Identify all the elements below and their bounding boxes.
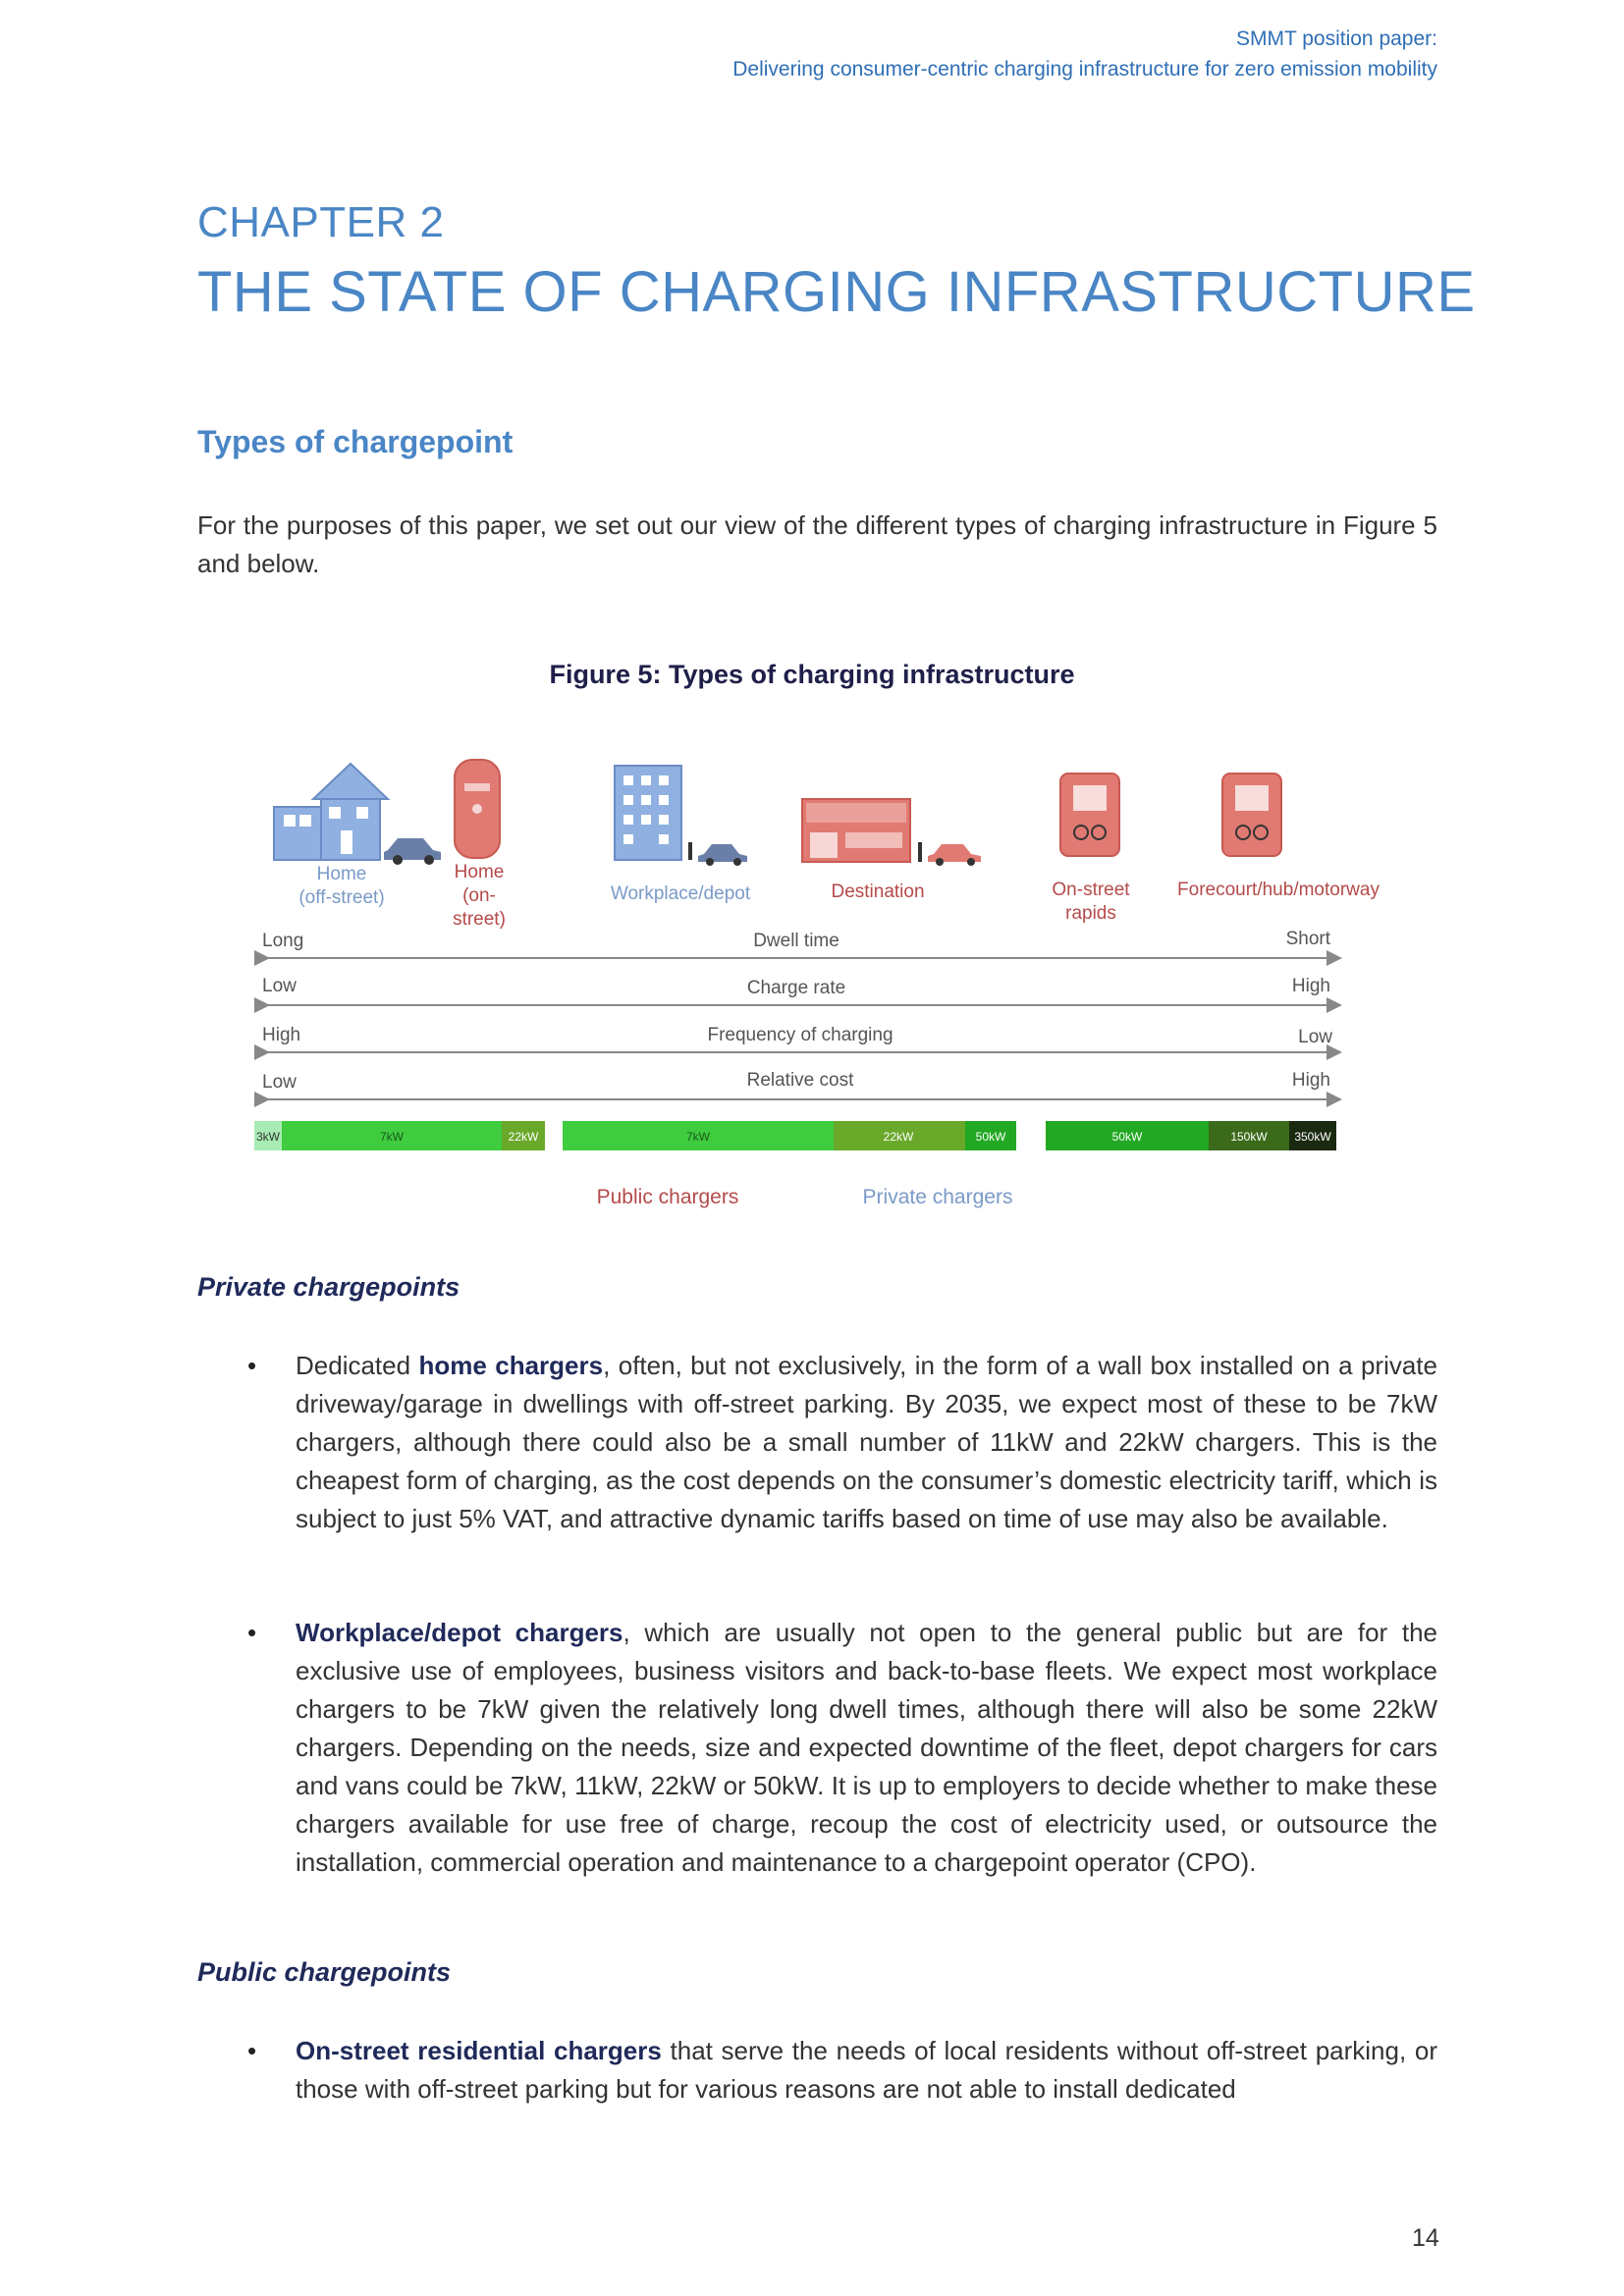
car-icon-destination: [928, 844, 981, 866]
scale-cost-center: Relative cost: [746, 1070, 854, 1091]
power-bar-rapid: [1046, 1121, 1336, 1150]
bullet-bold-term: On-street residential chargers: [296, 2036, 662, 2065]
public-chargepoints-heading: Public chargepoints: [197, 1957, 452, 1987]
legend-private: Private chargers: [862, 1186, 1013, 1208]
power-22kw-public: 22kW: [883, 1130, 914, 1144]
figure-caption: Figure 5: Types of charging infrastructure: [549, 660, 1075, 689]
cat-on-street-rapids-2: rapids: [1065, 903, 1116, 924]
scale-freq-left: High: [262, 1025, 301, 1045]
bullet-dot: •: [247, 2036, 257, 2065]
scale-charge-rate: [262, 976, 1336, 1005]
header-line-2: Delivering consumer-centric charging infrastructure for zero emission mobility: [732, 58, 1437, 80]
bullet-home-chargers: [296, 1347, 1437, 1538]
power-350kw: 350kW: [1294, 1130, 1331, 1144]
scale-freq-right: Low: [1298, 1027, 1332, 1047]
cat-home-on-street-2: (on-: [462, 885, 496, 906]
power-3kw: 3kW: [256, 1130, 280, 1144]
cat-on-street-rapids-1: On-street: [1052, 880, 1130, 900]
charging-infrastructure-figure: [250, 746, 1380, 1217]
bullet-bold-term: Workplace/depot chargers: [296, 1618, 623, 1647]
bullet-workplace-chargers: [296, 1614, 1437, 1882]
bollard-charger-icon: [455, 760, 500, 858]
bullet-text: that serve the needs of local residents without off-street parking, or those with off-street parking but for various reasons are not able to install dedicated: [296, 2036, 1437, 2104]
cat-home-off-street-1: Home: [316, 864, 367, 884]
bullet-text: , which are usually not open to the general public but are for the exclusive use of employees, business visitors and back-to-base fleets. We expect most workplace chargers to be 7kW given the relatively long dwell times, although there will also be some 22kW chargers. Depending on the needs, size and expected downtime of the fleet, depot chargers for cars and vans could be 7kW, 11kW, 22kW or 50kW. It is up to employers to decide whether to make these chargers available for use free of charge, recoup the cost of electricity used, or outsource the installation, commercial operation and maintenance to a chargepoint operator (CPO).: [296, 1618, 1437, 1877]
forecourt-charger-icon: [1222, 774, 1281, 856]
rapid-charger-icon: [1060, 774, 1119, 856]
power-7kw-public: 7kW: [686, 1130, 710, 1144]
power-150kw: 150kW: [1230, 1130, 1268, 1144]
header-line-1: SMMT position paper:: [1235, 27, 1437, 50]
car-icon-workplace: [698, 844, 747, 866]
cat-workplace: Workplace/depot: [610, 883, 751, 904]
scale-frequency: [262, 1025, 1336, 1052]
power-50kw-destination: 50kW: [975, 1130, 1006, 1144]
chapter-title: THE STATE OF CHARGING INFRASTRUCTURE: [197, 260, 1476, 324]
house-icon: [274, 764, 388, 860]
scale-freq-center: Frequency of charging: [707, 1025, 893, 1045]
section-heading: Types of chargepoint: [197, 424, 514, 459]
cat-home-on-street-1: Home: [454, 862, 505, 882]
scale-rate-center: Charge rate: [746, 978, 846, 998]
cat-home-off-street-2: (off-street): [298, 887, 385, 908]
power-50kw-rapid: 50kW: [1111, 1130, 1143, 1144]
car-icon-home: [384, 838, 441, 865]
office-building-icon: [615, 766, 692, 860]
bullet-on-street-chargers: [296, 2032, 1437, 2109]
bullet-bold-term: home chargers: [418, 1351, 604, 1380]
store-icon: [802, 799, 922, 862]
bullet-text: Dedicated: [296, 1351, 419, 1380]
scale-cost-left: Low: [262, 1072, 297, 1093]
scale-rate-right: High: [1291, 976, 1330, 996]
cat-destination: Destination: [831, 881, 925, 902]
power-22kw-home: 22kW: [508, 1130, 539, 1144]
power-bar-home: [254, 1121, 545, 1150]
power-bar-destination: [563, 1121, 1016, 1150]
scale-dwell-time: [262, 929, 1336, 958]
bullet-text: , often, but not exclusively, in the form of a wall box installed on a private driveway/garage in dwellings with off-street parking. By 2035, we expect most of these to be 7kW chargers, although there could also be a small number of 11kW and 22kW chargers. This is the cheapest form of charging, as the cost depends on the consumer’s domestic electricity tariff, which is subject to just 5% VAT, and attractive dynamic tariffs based on time of use may also be available.: [296, 1351, 1437, 1533]
private-chargepoints-heading: Private chargepoints: [197, 1272, 460, 1302]
power-7kw-home: 7kW: [380, 1130, 404, 1144]
scale-dwell-right: Short: [1285, 929, 1330, 949]
intro-paragraph: For the purposes of this paper, we set out our view of the different types of charging infrastructure in Figure 5 and below.: [197, 510, 1437, 578]
scale-rate-left: Low: [262, 976, 297, 996]
cat-home-on-street-3: street): [453, 909, 506, 930]
scale-cost-right: High: [1291, 1070, 1330, 1091]
scale-dwell-center: Dwell time: [753, 931, 839, 951]
scale-relative-cost: [262, 1070, 1336, 1099]
page-number: 14: [1412, 2224, 1439, 2252]
scale-dwell-left: Long: [262, 931, 304, 951]
bullet-dot: •: [247, 1351, 257, 1380]
cat-forecourt: Forecourt/hub/motorway: [1177, 880, 1380, 900]
bullet-dot: •: [247, 1618, 257, 1647]
chapter-label: CHAPTER 2: [197, 198, 445, 246]
running-header: [732, 24, 1437, 84]
legend-public: Public chargers: [596, 1186, 739, 1208]
